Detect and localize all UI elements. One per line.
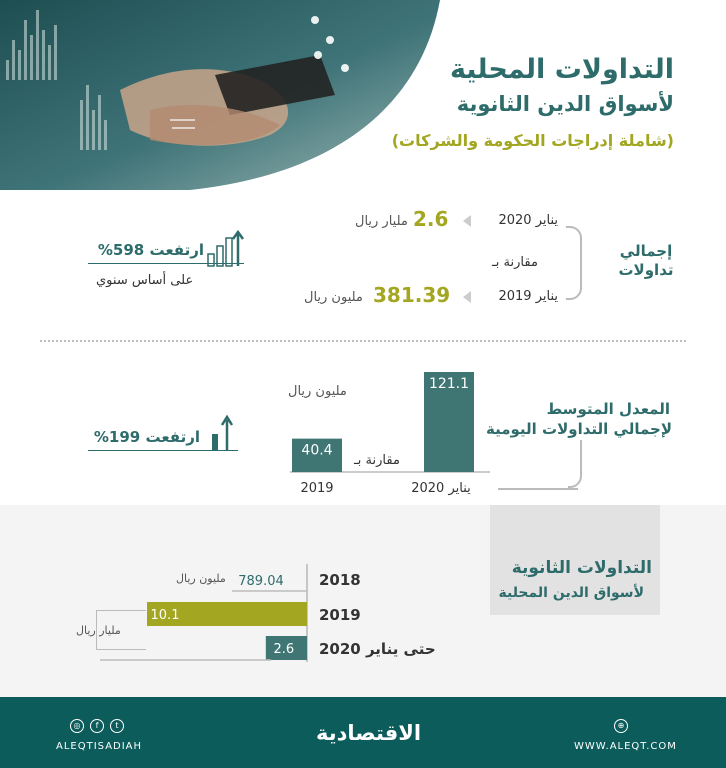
daily-avg-label-2: لإجمالي التداولات اليومية (486, 420, 672, 438)
bracket-divider (566, 226, 582, 300)
secondary-title-1: التداولات الثانوية (511, 558, 652, 578)
daily-avg-label-1: المعدل المتوسط (546, 400, 670, 418)
pointer-icon (463, 291, 471, 303)
facebook-icon[interactable]: f (90, 719, 104, 733)
jan2020-value: 2.6 (413, 207, 449, 231)
website-link[interactable]: WWW.ALEQT.COM (574, 741, 677, 752)
bar-value-label-2: 2.6 (273, 642, 295, 657)
globe-icon: ⊕ (614, 719, 628, 733)
rise-598-label: ارتفعت 598% (97, 241, 204, 259)
hero-photo (0, 0, 440, 190)
daily-avg-chart (280, 370, 500, 500)
unit-million: مليون ريال (176, 572, 226, 585)
unit-billion: مليار ريال (76, 624, 121, 637)
page-scope-note: (شاملة إدراجات الحكومة والشركات) (391, 131, 674, 150)
category-label-0: يناير 2020 (411, 481, 471, 496)
bracket-line (498, 488, 578, 490)
jan2020-label: يناير 2020 (498, 213, 558, 228)
rise-199-label: ارتفعت 199% (93, 428, 200, 446)
instagram-icon[interactable]: ◎ (70, 719, 84, 733)
bar-value-label-0: 121.1 (428, 376, 470, 392)
jan2019-value: 381.39 (373, 283, 451, 307)
underline (88, 450, 238, 451)
social-handle[interactable]: ALEQTISADIAH (56, 741, 143, 752)
bar-value-label-0: 789.04 (238, 574, 284, 589)
daily-compare-label: مقارنة بـ (354, 453, 400, 468)
page-subtitle: لأسواق الدين الثانوية (456, 92, 674, 116)
page-title: التداولات المحلية (449, 54, 674, 85)
compare-label: مقارنة بـ (492, 255, 538, 270)
category-label-1: 2019 (319, 606, 361, 624)
twitter-icon[interactable]: t (110, 719, 124, 733)
rising-bars-icon (206, 228, 244, 272)
jan2019-label: يناير 2019 (498, 289, 558, 304)
category-label-0: 2018 (319, 571, 361, 589)
daily-avg-unit: مليون ريال (288, 384, 347, 399)
bar-value-label-1: 40.4 (301, 442, 333, 459)
underline (88, 263, 244, 264)
rise-598-sub: على أساس سنوي (96, 273, 194, 288)
secondary-chart (0, 560, 480, 670)
jan2019-unit: مليون ريال (304, 290, 363, 305)
section-divider (40, 340, 686, 342)
pointer-icon (463, 215, 471, 227)
bar-value-label-1: 10.1 (150, 608, 180, 623)
logo: الاقتصادية (316, 721, 422, 745)
bracket-divider (568, 440, 582, 488)
secondary-title-2: لأسواق الدين المحلية (498, 585, 644, 601)
category-label-1: 2019 (300, 481, 334, 496)
jan2020-unit: مليار ريال (355, 214, 408, 229)
total-trades-label: إجمالي تداولات (618, 242, 674, 279)
category-label-2: حتى يناير 2020 (319, 640, 436, 658)
